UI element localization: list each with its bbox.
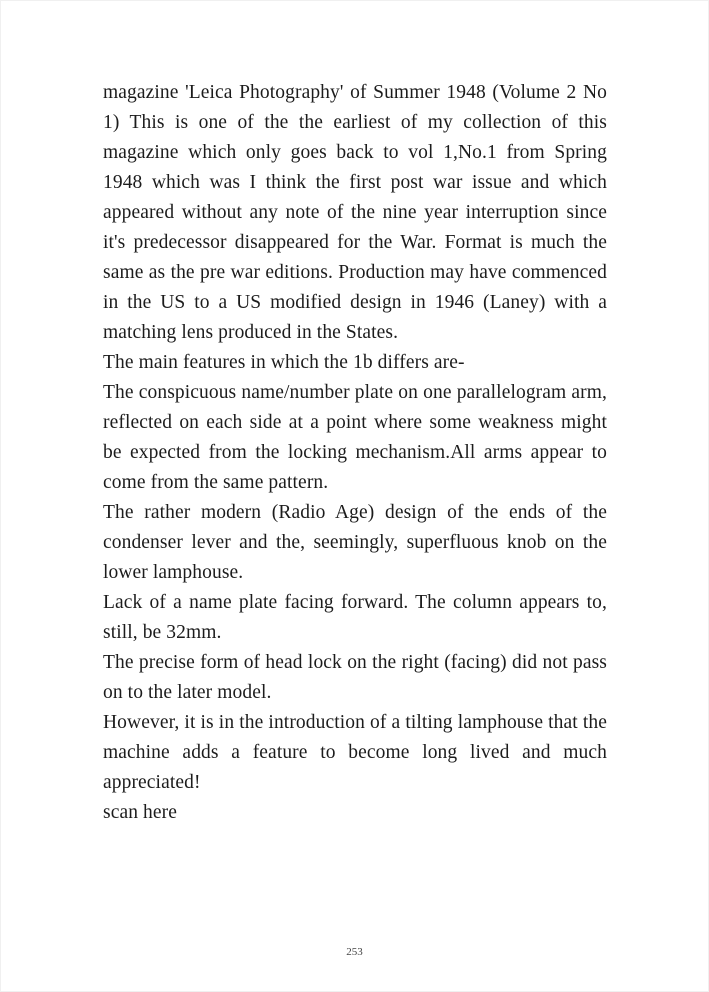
paragraph-tilting-lamphouse: However, it is in the introduction of a tilting lamphouse that the machine adds a feature to become long lived and much appreciated! (103, 712, 607, 793)
paragraph-radio-age-design: The rather modern (Radio Age) design of the ends of the condenser lever and the, seemingly, superfluous knob on the lower lamphouse. (103, 502, 607, 583)
paragraph-magazine-intro: magazine 'Leica Photography' of Summer 1948 (Volume 2 No 1) This is one of the the earliest of my collection of this magazine which only goes back to vol 1,No.1 from Spring 1948 which was I think the first post war issue and which appeared without any note of the nine year interruption since it's predecessor disappeared for the War. Format is much the same as the pre war editions. Production may have commenced in the US to a US modified design in 1946 (Laney) with a matching lens produced in the States. (103, 82, 607, 343)
paragraph-name-number-plate: The conspicuous name/number plate on one parallelogram arm, reflected on each side at a point where some weakness might be expected from the locking mechanism.All arms appear to come from the same pattern. (103, 382, 607, 493)
body-text (103, 78, 607, 828)
scan-here-text: scan here (103, 802, 177, 823)
page-number: 253 (346, 946, 363, 958)
paragraph-name-plate-column: Lack of a name plate facing forward. The column appears to, still, be 32mm. (103, 592, 607, 643)
paragraph-head-lock: The precise form of head lock on the right (facing) did not pass on to the later model. (103, 652, 607, 703)
paragraph-main-features: The main features in which the 1b differs are- (103, 352, 465, 373)
